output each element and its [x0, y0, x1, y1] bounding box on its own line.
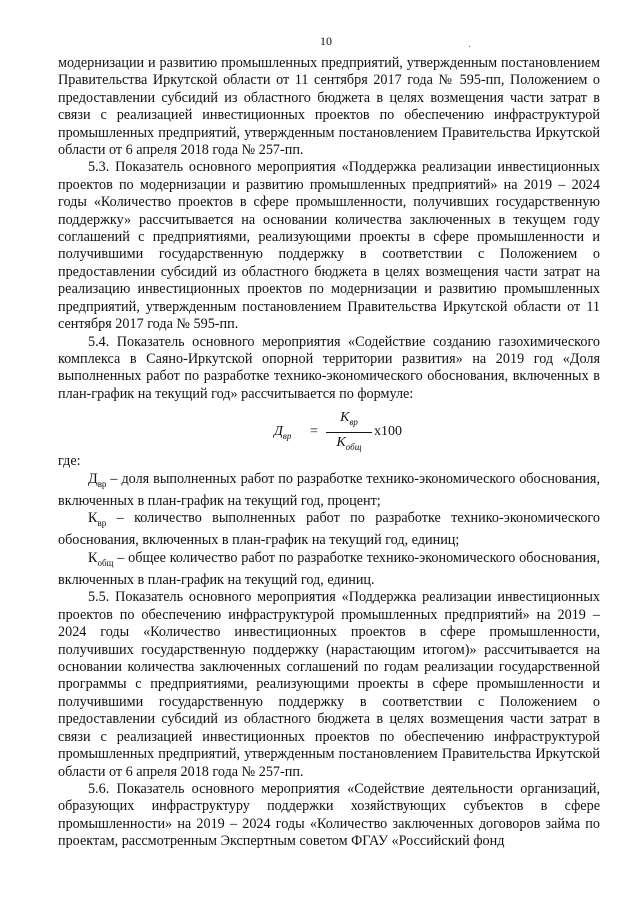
definition-dvr: $Д_{вр}$ – доля выполненных работ по разработке технико-экономического обоснования, включенных в план-график на текущий год, процент;: [58, 470, 600, 509]
paragraph-intro: модернизации и развитию промышленных предприятий, утвержденным постановлением Правительства Иркутской области от 11 сентября 2017 года № 595-пп, Положением о предоставлении субсидий из областного бюджета в целях возмещения части затрат в связи с реализацией инвестиционных проектов по обеспечению инфраструктурой промышленных предприятий, утвержденным постановлением Правительства Иркутской области от 6 апреля 2018 года № 257-пп.: [58, 55, 600, 159]
scan-speck: ·: [468, 42, 472, 53]
definition-kvr: $К_{вр}$ – количество выполненных работ по разработке технико-экономического обоснования, включенных в план-график на текущий год, единиц;: [58, 510, 600, 549]
formula: [58, 403, 600, 453]
paragraph-5-6: 5.6. Показатель основного мероприятия «Содействие деятельности организаций, образующих инфраструктуру поддержки хозяйствующих субъектов в сфере промышленности» на 2019 – 2024 годы «Количество заключенных договоров займа по проектам, рассмотренным Экспертным советом ФГАУ «Российский фонд: [58, 780, 600, 850]
formula-numerator: $К_{вр}$: [326, 409, 372, 433]
paragraph-5-4: 5.4. Показатель основного мероприятия «Содействие созданию газохимического комплекса в Саяно-Иркутской опорной территории развития» на 2019 год «Доля выполненных работ по разработке технико-экономического обоснования, включенных в план-график на текущий год» рассчитывается по формуле:: [58, 333, 600, 402]
formula-multiplier: х100: [374, 424, 402, 440]
formula-denominator: $К_{общ}$: [336, 435, 362, 453]
definition-kobsh: $К_{общ}$ – общее количество работ по разработке технико-экономического обоснования, включенных в план-график на текущий год, единиц.: [58, 549, 600, 589]
page-number: 10: [320, 34, 332, 48]
formula-lhs: $Д_{вр}$: [274, 424, 292, 441]
formula-fraction: [326, 409, 372, 456]
where-label: где:: [58, 453, 81, 470]
paragraph-5-5: 5.5. Показатель основного мероприятия «Поддержка реализации инвестиционных проектов по обеспечению инфраструктурой промышленных предприятий» на 2019 – 2024 годы «Количество инвестиционных проектов в сфере промышленности, получивших государственную поддержку (нарастающим итогом)» рассчитывается на основании количества заключенных соглашений по годам реализации государственной программы с предприятиями, реализующими проекты в сфере промышленности и получившими государственную поддержку в соответствии с Положением о предоставлении субсидий из областного бюджета в целях возмещения части затрат в связи с реализацией инвестиционных проектов по обеспечению инфраструктурой промышленных предприятий, утвержденным постановлением Правительства Иркутской области от 6 апреля 2018 года № 257-пп.: [58, 589, 600, 780]
paragraph-5-3: 5.3. Показатель основного мероприятия «Поддержка реализации инвестиционных проектов по модернизации и развитию промышленных предприятий» на 2019 – 2024 годы «Количество проектов в сфере промышленности, получивших государственную поддержку» рассчитывается на основании количества заключенных в текущем году соглашений с предприятиями, реализующими проекты в сфере промышленности и получившими государственную поддержку в соответствии с Положением о предоставлении субсидий из областного бюджета в целях возмещения части затрат на реализацию инвестиционных проектов по модернизации и развитию промышленных предприятий, утвержденным постановлением Правительства Иркутской области от 11 сентября 2017 года № 595-пп.: [58, 159, 600, 333]
formula-equals: =: [310, 424, 318, 440]
document-body: [58, 55, 600, 851]
